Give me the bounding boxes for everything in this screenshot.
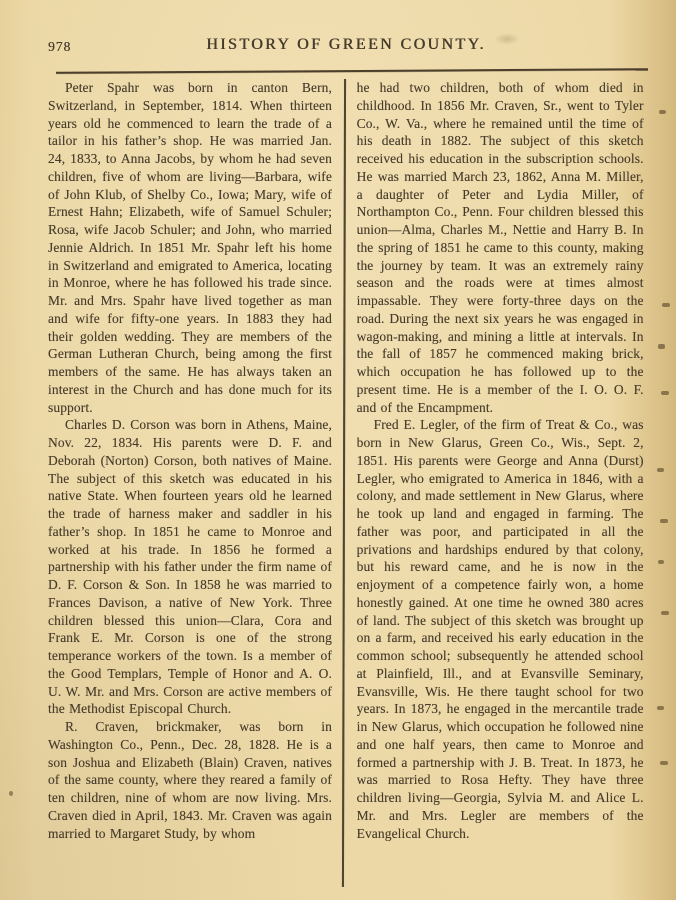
text-columns bbox=[48, 79, 644, 887]
running-title: HISTORY OF GREEN COUNTY. bbox=[206, 36, 486, 53]
page-edge-mark bbox=[657, 468, 664, 472]
page-edge-mark bbox=[660, 519, 668, 523]
column-divider-rule bbox=[342, 79, 346, 887]
page-edge-mark bbox=[661, 391, 669, 395]
page-number: 978 bbox=[48, 39, 72, 54]
page-edge-mark bbox=[657, 706, 664, 710]
ink-smudge bbox=[494, 33, 520, 45]
paragraph: Charles D. Corson was born in Athens, Maine, Nov. 22, 1834. His parents were D. F. and Deborah (Norton) Corson, both natives of Maine. The subject of this sketch was educated in his native State. When fourteen years old he learned the trade of harness maker and saddler in his father’s shop. In 1851 he came to Monroe and worked at his trade. In 1856 he formed a partnership with his father under the firm name of D. F. Corson & Son. In 1858 he was married to Frances Davison, a native of New York. Three children blessed this union—Clara, Cora and Frank E. Mr. Corson is one of the strong temperance workers of the town. Is a member of the Good Templars, Temple of Honor and A. O. U. W. Mr. and Mrs. Corson are active members of the Methodist Episcopal Church. bbox=[48, 417, 332, 717]
right-column bbox=[357, 79, 644, 887]
page-edge-mark bbox=[660, 761, 668, 765]
page-edge-mark bbox=[659, 110, 666, 114]
header-rule bbox=[56, 68, 648, 73]
paragraph: R. Craven, brickmaker, was born in Washington Co., Penn., Dec. 28, 1828. He is a son Joshua and Elizabeth (Blain) Craven, natives of the same county, where they reared a family of ten children, nine of whom are now living. Mrs. Craven died in April, 1843. Mr. Craven was again married to Margaret Study, by whom bbox=[48, 719, 332, 841]
page-edge-mark bbox=[661, 611, 669, 615]
page-edge-mark bbox=[658, 560, 664, 564]
left-column bbox=[48, 79, 332, 887]
page-edge-mark bbox=[662, 303, 670, 307]
paragraph: he had two children, both of whom died in childhood. In 1856 Mr. Craven, Sr., went to Tyler Co., W. Va., where he remained until the time of his death in 1882. The subject of this sketch received his education in the subscription schools. He was married March 23, 1862, Anna M. Miller, a daughter of Peter and Lydia Miller, of Northampton Co., Penn. Four children blessed this union—Alma, Charles M., Nettie and Harry B. In the spring of 1851 he came to this county, making the journey by team. It was an extremely rainy season and the roads were at times almost impassable. They were forty-three days on the road. During the next six years he was engaged in wagon-making, and mining a little at intervals. In the fall of 1857 he commenced making brick, which occupation he has followed up to the present time. He is a member of the I. O. O. F. and of the Encampment. bbox=[356, 80, 644, 415]
page-edge-mark bbox=[658, 344, 665, 349]
paragraph: Fred E. Legler, of the firm of Treat & Co., was born in New Glarus, Green Co., Wis., Sept. 2, 1851. His parents were George and Anna (Durst) Legler, who emigrated to America in 1846, with a colony, and made settlement in New Glarus, where he took up land and engaged in farming. The father was poor, and participated in all the privations and hardships endured by that colony, but his reward came, and he is now in the enjoyment of a competence fairly won, a home honestly gained. At one time he owned 380 acres of land. The subject of this sketch was brought up on a farm, and received his early education in the common school; subsequently he attended school at Plainfield, Ill., and at Evansville Seminary, Evansville, Wis. He there taught school for two years. In 1873, he engaged in the mercantile trade in New Glarus, which occupation he followed nine and one half years, then came to Monroe and formed a partnership with J. B. Treat. In 1873, he was married to Rosa Hefty. They have three children living—Georgia, Sylvia M. and Alice L. Mr. and Mrs. Legler are members of the Evangelical Church. bbox=[356, 417, 644, 841]
paragraph: Peter Spahr was born in canton Bern, Switzerland, in September, 1814. When thirteen years old he commenced to learn the trade of a tailor in his father’s shop. He was married Jan. 24, 1833, to Anna Jacobs, by whom he had seven children, five of whom are living—Barbara, wife of John Klub, of Shelby Co., Iowa; Mary, wife of Ernest Hahn; Elizabeth, wife of Samuel Schuler; Rosa, wife Jacob Schuler; and John, who married Jennie Aldrich. In 1851 Mr. Spahr left his home in Switzerland and emigrated to America, locating in Monroe, where he has followed his trade since. Mr. and Mrs. Spahr have lived together as man and wife for fifty-one years. In 1883 they had their golden wedding. They are members of the German Lutheran Church, being among the first members of the same. He has always taken an interest in the Church and has done much for its support. bbox=[48, 80, 332, 415]
margin-speck bbox=[9, 791, 13, 796]
